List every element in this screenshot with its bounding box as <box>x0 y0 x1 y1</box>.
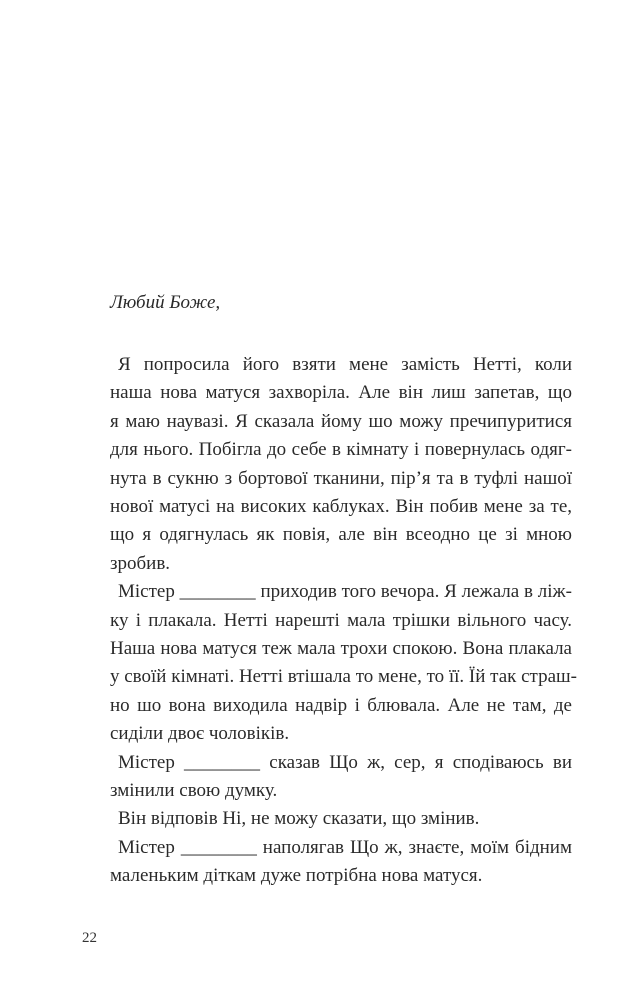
letter-salutation: Любий Боже, <box>110 292 221 313</box>
text-line: змінили свою думку. <box>110 780 278 801</box>
text-line: нової матусі на високих каблуках. Він побив мене за те, <box>110 496 572 517</box>
text-line: для нього. Побігла до себе в кімнату і повернулась одяг- <box>110 439 572 461</box>
text-line: маленьким діткам дуже потрібна нова матуся. <box>110 865 483 887</box>
text-line: Я попросила його взяти мене замість Нетті, коли <box>118 354 572 375</box>
text-line: що я одягнулась як повія, але він всеодно це зі мною <box>110 524 572 546</box>
text-line: но шо вона виходила надвір і блювала. Але не там, де <box>110 694 572 716</box>
text-line: Містер ________ сказав Що ж, сер, я сподіваюсь ви <box>118 751 572 773</box>
page-number: 22 <box>82 930 97 946</box>
text-line: наша нова матуся захворіла. Але він лиш запетав, що <box>110 382 572 404</box>
text-line: ку і плакала. Нетті нарешті мала трішки вільного часу. <box>110 609 572 631</box>
text-line: Містер ________ наполягав Що ж, знаєте, моїм бідним <box>118 836 572 858</box>
text-line: нута в сукню з бортової тканини, пір’я та в туфлі нашої <box>110 467 572 489</box>
text-line: у своїй кімнаті. Нетті втішала то мене, то її. Їй так страш- <box>110 666 577 688</box>
text-line: сиділи двоє чоловіків. <box>110 723 290 745</box>
text-line: зробив. <box>110 552 171 574</box>
text-line: Наша нова матуся теж мала трохи спокою. Вона плакала <box>110 638 572 659</box>
text-line: Він відповів Ні, не можу сказати, що змінив. <box>118 808 480 830</box>
text-line: Містер ________ приходив того вечора. Я лежала в ліж- <box>118 581 572 603</box>
text-line: я маю наувазі. Я сказала йому шо можу пречипуритися <box>110 410 572 432</box>
